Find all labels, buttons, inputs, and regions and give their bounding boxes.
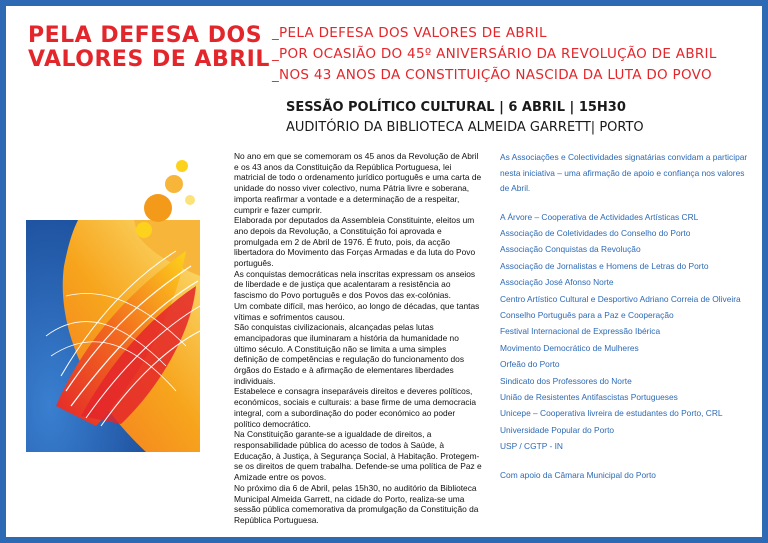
organization-item: Sindicato dos Professores do Norte	[500, 375, 632, 386]
art-bubble-1	[144, 194, 172, 222]
title-line-2: VALORES DE ABRIL	[28, 47, 270, 72]
poster	[6, 6, 762, 537]
body-paragraph: São conquistas civilizacionais, alcançadas pelas lutas emancipadoras que iluminaram a história da humanidade no último século. A Constituição não se limita a uma simples definição de competências e regulação do funcionamento dos órgãos do Estado e à afirmação de elementares liberdades individuais.	[234, 322, 465, 386]
body-text	[234, 151, 482, 526]
session-date-time: SESSÃO POLÍTICO CULTURAL | 6 ABRIL | 15H30	[286, 100, 626, 115]
body-paragraph: As conquistas democráticas nela inscritas expressam os anseios de liberdade e de justiça que acalentaram a resistência ao fascismo do Povo português e dos Povos das ex-colónias.	[234, 268, 476, 301]
body-paragraph: Elaborada por deputados da Assembleia Constituinte, eleitos um ano depois da Revolução, a Constituição foi aprovada e promulgada em 2 de Abril de 1976. É fruto, pois, da acção libertadora do Movimento das Forças Armadas e da luta do Povo português.	[234, 215, 476, 269]
organization-item: Unicepe – Cooperativa livreira de estudantes do Porto, CRL	[500, 408, 723, 419]
body-paragraph: No próximo dia 6 de Abril, pelas 15h30, no auditório da Biblioteca Municipal Almeida Garrett, na cidade do Porto, realiza-se uma sessão pública comemorativa da promulgação da Constituição da República Portuguesa.	[234, 482, 479, 525]
organization-item: Associação Conquistas da Revolução	[500, 244, 641, 255]
carnation-artwork	[26, 156, 212, 452]
subtitle-1: _PELA DEFESA DOS VALORES DE ABRIL	[272, 25, 547, 41]
organization-item: Associação de Coletividades do Conselho do Porto	[500, 227, 691, 238]
subtitle-2: _POR OCASIÃO DO 45º ANIVERSÁRIO DA REVOLUÇÃO DE ABRIL	[272, 46, 717, 62]
body-paragraph: Na Constituição garante-se a igualdade de direitos, a responsabilidade pública do acesso de todos à Saúde, à Educação, à Justiça, à Segurança Social, à Habitação. Protegem-se os direitos de quem trabalha. Defende-se uma política de Paz e Amizade entre os povos.	[234, 429, 482, 483]
organization-item: USP / CGTP - IN	[500, 441, 563, 452]
art-bubble-3	[176, 160, 188, 172]
organization-item: Associação de Jornalistas e Homens de Letras do Porto	[500, 260, 709, 271]
art-bubble-2	[165, 175, 183, 193]
body-paragraph: Um combate difícil, mas heróico, ao longo de décadas, que tantas vítimas e sofrimentos causou.	[234, 300, 480, 322]
poster-title	[28, 24, 268, 72]
organization-item: União de Resistentes Antifascistas Portugueses	[500, 391, 678, 402]
organization-item: Associação José Afonso Norte	[500, 277, 614, 288]
organization-list	[500, 209, 756, 455]
organization-item: Festival Internacional de Expressão Ibérica	[500, 326, 661, 337]
signatories-column	[500, 150, 756, 488]
organization-item: Conselho Português para a Paz e Cooperação	[500, 309, 674, 320]
organization-item: Universidade Popular do Porto	[500, 424, 615, 435]
session-info	[286, 98, 644, 138]
body-paragraph: No ano em que se comemoram os 45 anos da Revolução de Abril e os 43 anos da Constituição da República Portuguesa, lei matricial de todo o ordenamento jurídico português e uma carta de unidade do nosso viver colectivo, numa Pátria livre e soberana, importa reafirmar a vontade e a determinação de a respeitar, cumprir e fazer cumprir.	[234, 151, 482, 215]
session-venue: AUDITÓRIO DA BIBLIOTECA ALMEIDA GARRETT| PORTO	[286, 120, 644, 135]
body-paragraph: Estabelece e consagra inseparáveis direitos e deveres políticos, económicos, sociais e culturais: a base firme de uma democracia integral, com a subordinação do poder económico ao poder político democrático.	[234, 386, 477, 429]
subtitle-list	[272, 23, 717, 86]
invitation-intro: As Associações e Colectividades signatárias convidam a participar nesta iniciativa – uma afirmação de apoio e confiança nos valores de Abril.	[500, 152, 748, 193]
art-bubble-5	[185, 195, 195, 205]
art-bubble-4	[136, 222, 152, 238]
organization-item: Orfeão do Porto	[500, 359, 560, 370]
organization-item: A Árvore – Cooperativa de Actividades Artísticas CRL	[500, 211, 699, 222]
title-line-1: PELA DEFESA DOS	[28, 23, 263, 48]
organization-item: Centro Artístico Cultural e Desportivo Adriano Correia de Oliveira	[500, 293, 741, 304]
subtitle-3: _NOS 43 ANOS DA CONSTITUIÇÃO NASCIDA DA LUTA DO POVO	[272, 67, 712, 83]
support-note: Com apoio da Câmara Municipal do Porto	[500, 469, 656, 480]
organization-item: Movimento Democrático de Mulheres	[500, 342, 639, 353]
